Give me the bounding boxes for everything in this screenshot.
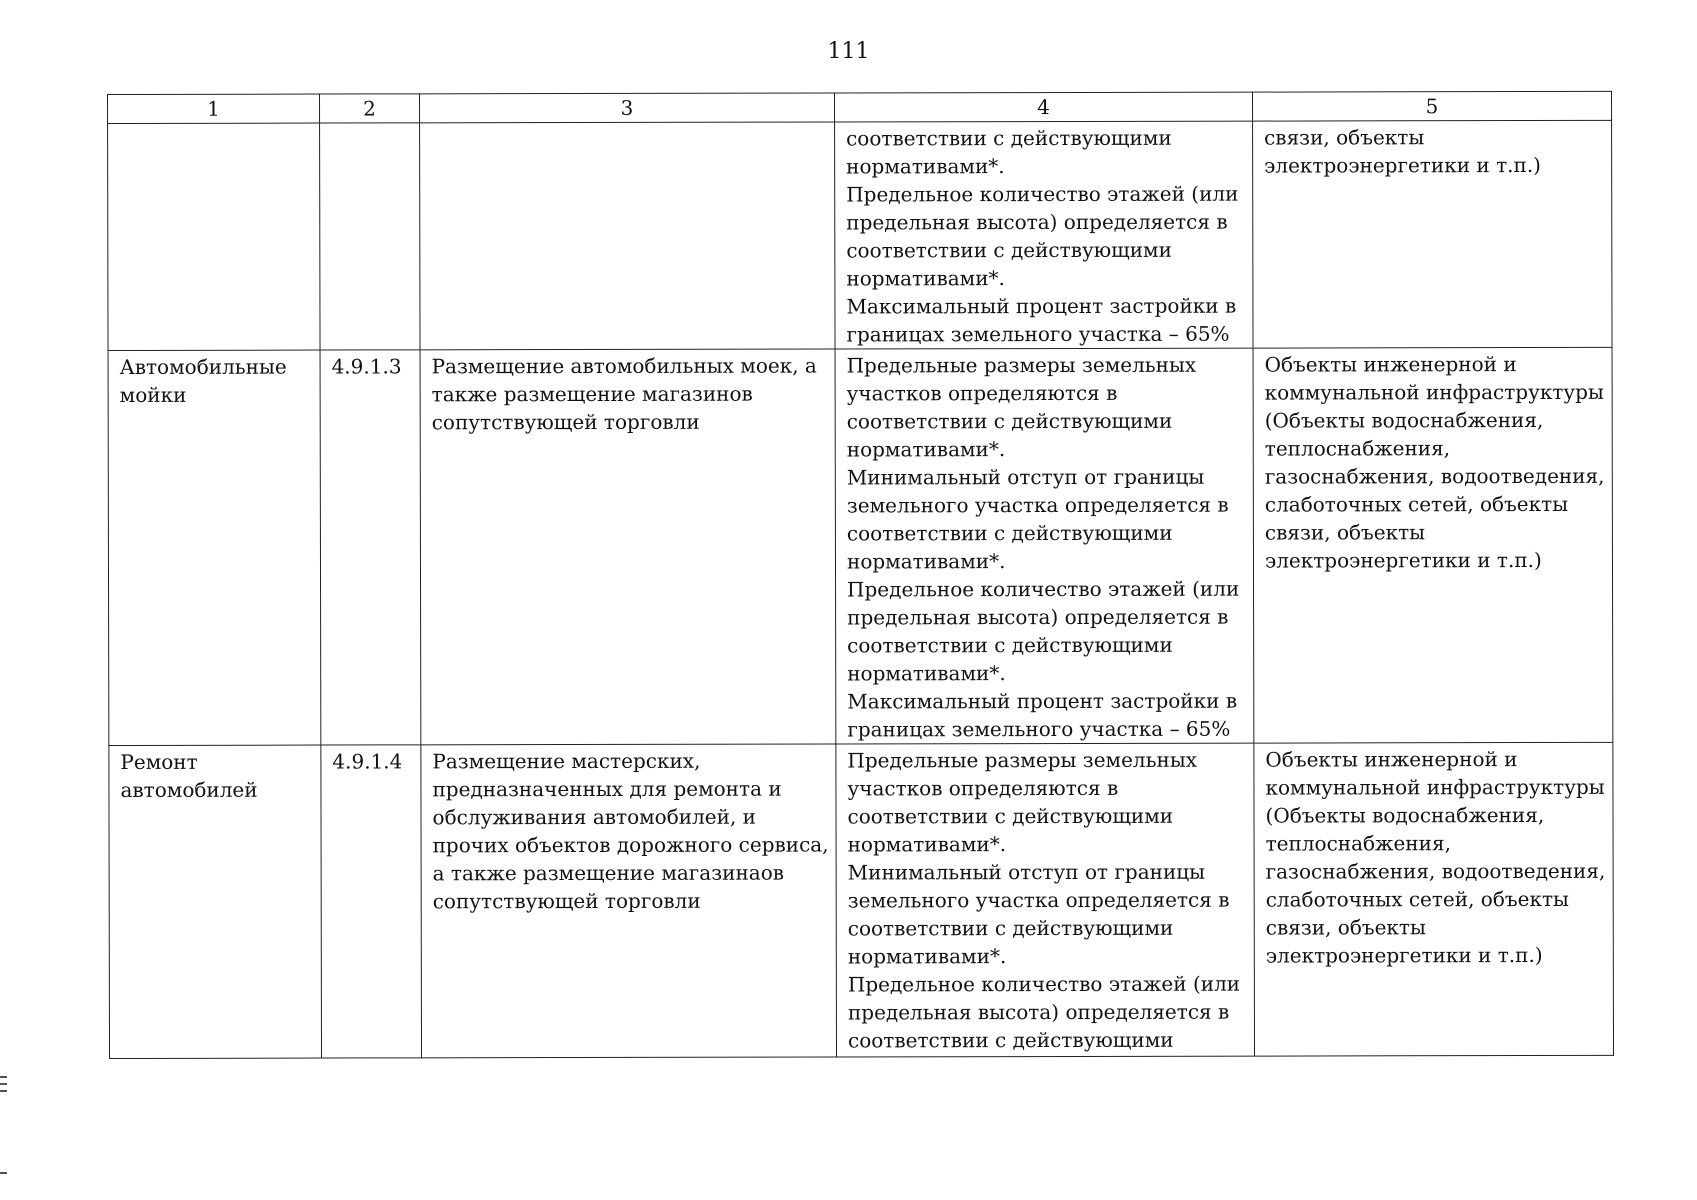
parameters-cell xyxy=(835,121,1253,349)
cell-text-line: предельная высота) определяется в xyxy=(847,999,1230,1025)
cell-text-line: Минимальный отступ от границы xyxy=(846,464,1205,490)
cell-text-line: электроэнергетики и т.п.) xyxy=(1264,152,1542,178)
auxiliary-objects-cell xyxy=(1253,120,1612,348)
cell-text-line: Предельное количество этажей (или xyxy=(846,181,1239,207)
parameters-text xyxy=(847,746,1244,1055)
cell-text-line: земельного участка определяется в xyxy=(846,492,1229,518)
parameters-cell xyxy=(835,348,1254,744)
column-header-3: 3 xyxy=(420,93,835,123)
table-header-row xyxy=(108,91,1612,123)
cell-text-line: нормативами*. xyxy=(847,944,1007,969)
cell-text-line: соответствии с действующими xyxy=(846,520,1173,546)
parameters-cell xyxy=(836,743,1255,1057)
cell-text-line: коммунальной инфраструктуры xyxy=(1265,774,1605,800)
use-name-cell xyxy=(108,123,320,350)
cell-text-line: слаботочных сетей, объекты xyxy=(1265,886,1569,912)
table-row xyxy=(108,347,1613,745)
cell-text-line: Предельные размеры земельных xyxy=(847,747,1198,773)
cell-text-line: земельного участка определяется в xyxy=(847,887,1230,913)
cell-text-line: (Объекты водоснабжения, xyxy=(1264,407,1544,433)
cell-text-line: теплоснабжения, xyxy=(1264,436,1451,461)
table-row xyxy=(109,742,1614,1058)
cell-text-line: Ремонт xyxy=(120,749,198,774)
cell-text-line: Автомобильные xyxy=(119,354,287,379)
use-name-cell xyxy=(109,745,322,1058)
cell-text-line: соответствии с действующими xyxy=(847,1027,1174,1053)
cell-text-line: газоснабжения, водоотведения, xyxy=(1265,858,1606,884)
scan-edge-mark xyxy=(0,1090,7,1092)
cell-text-line: соответствии с действующими xyxy=(847,803,1174,829)
page-number: 111 xyxy=(827,39,870,64)
scan-edge-mark xyxy=(0,1076,7,1078)
cell-text-line: Размещение автомобильных моек, а xyxy=(431,353,817,379)
use-code-cell xyxy=(320,350,421,745)
cell-text-line: Размещение мастерских, xyxy=(432,748,701,774)
cell-text-line: сопутствующей торговли xyxy=(431,409,700,435)
use-description-cell xyxy=(420,349,836,745)
cell-text-line: газоснабжения, водоотведения, xyxy=(1264,463,1605,489)
cell-text-line: нормативами*. xyxy=(846,437,1006,462)
cell-text-line: Объекты инженерной и xyxy=(1265,747,1518,772)
column-header-2: 2 xyxy=(320,94,420,123)
cell-text-line: предельная высота) определяется в xyxy=(846,209,1228,235)
cell-text-line: нормативами*. xyxy=(846,154,1005,179)
cell-text-line: электроэнергетики и т.п.) xyxy=(1264,547,1542,573)
cell-text-line: нормативами*. xyxy=(846,266,1005,291)
cell-text-line: автомобилей xyxy=(120,777,258,802)
column-header-5: 5 xyxy=(1252,91,1611,121)
cell-text-line: нормативами*. xyxy=(847,832,1007,857)
cell-text-line: также размещение магазинов xyxy=(431,381,753,407)
cell-text-line: соответствии с действующими xyxy=(846,125,1172,151)
cell-text-line: участков определяются в xyxy=(847,775,1119,801)
cell-text-line: (Объекты водоснабжения, xyxy=(1265,802,1545,828)
cell-text-line: участков определяются в xyxy=(846,380,1118,406)
cell-text-line: связи, объекты xyxy=(1264,520,1426,545)
cell-text-line: а также размещение магазинаов xyxy=(432,860,785,886)
cell-text-line: соответствии с действующими xyxy=(847,915,1174,941)
scan-edge-mark xyxy=(0,1083,7,1085)
cell-text-line: коммунальной инфраструктуры xyxy=(1264,379,1604,405)
cell-text-line: предназначенных для ремонта и xyxy=(432,776,782,802)
cell-text-line: нормативами*. xyxy=(846,549,1006,574)
column-header-4: 4 xyxy=(834,92,1252,122)
use-code: 4.9.1.3 xyxy=(331,354,402,379)
use-code-cell xyxy=(321,745,422,1058)
cell-text-line: прочих объектов дорожного сервиса, xyxy=(432,832,829,858)
cell-text-line: соответствии с действующими xyxy=(846,408,1173,434)
use-description-cell xyxy=(421,744,837,1058)
cell-text-line: соответствии с действующими xyxy=(847,632,1173,658)
scan-edge-mark xyxy=(0,1172,7,1174)
use-description-cell xyxy=(420,122,835,350)
cell-text-line: предельная высота) определяется в xyxy=(847,604,1229,630)
cell-text-line: нормативами*. xyxy=(847,661,1006,686)
cell-text-line: границах земельного участка – 65% xyxy=(847,716,1231,742)
cell-text-line: Минимальный отступ от границы xyxy=(847,859,1206,885)
cell-text-line: соответствии с действующими xyxy=(846,237,1172,263)
cell-text-line: мойки xyxy=(119,382,187,407)
cell-text-line: Предельное количество этажей (или xyxy=(847,576,1240,602)
auxiliary-objects-cell xyxy=(1254,742,1614,1056)
use-name-cell xyxy=(108,350,321,745)
cell-text-line: Предельное количество этажей (или xyxy=(847,971,1241,997)
use-code-cell xyxy=(320,123,420,350)
cell-text-line: границах земельного участка – 65% xyxy=(846,321,1230,347)
regulations-table xyxy=(107,91,1614,1059)
cell-text-line: связи, объекты xyxy=(1264,125,1425,150)
column-header-1: 1 xyxy=(108,94,320,123)
cell-text-line: Максимальный процент застройки в xyxy=(846,293,1237,319)
cell-text-line: электроэнергетики и т.п.) xyxy=(1265,942,1543,968)
use-code: 4.9.1.4 xyxy=(332,749,403,774)
table-row xyxy=(108,120,1612,350)
cell-text-line: обслуживания автомобилей, и xyxy=(432,804,757,830)
cell-text-line: теплоснабжения, xyxy=(1265,831,1451,856)
cell-text-line: сопутствующей торговли xyxy=(432,888,701,914)
cell-text-line: связи, объекты xyxy=(1265,915,1426,940)
cell-text-line: слаботочных сетей, объекты xyxy=(1264,491,1569,517)
cell-text-line: Максимальный процент застройки в xyxy=(847,688,1238,714)
cell-text-line: Предельные размеры земельных xyxy=(846,352,1197,378)
cell-text-line: Объекты инженерной и xyxy=(1264,352,1517,377)
auxiliary-objects-cell xyxy=(1253,347,1613,743)
